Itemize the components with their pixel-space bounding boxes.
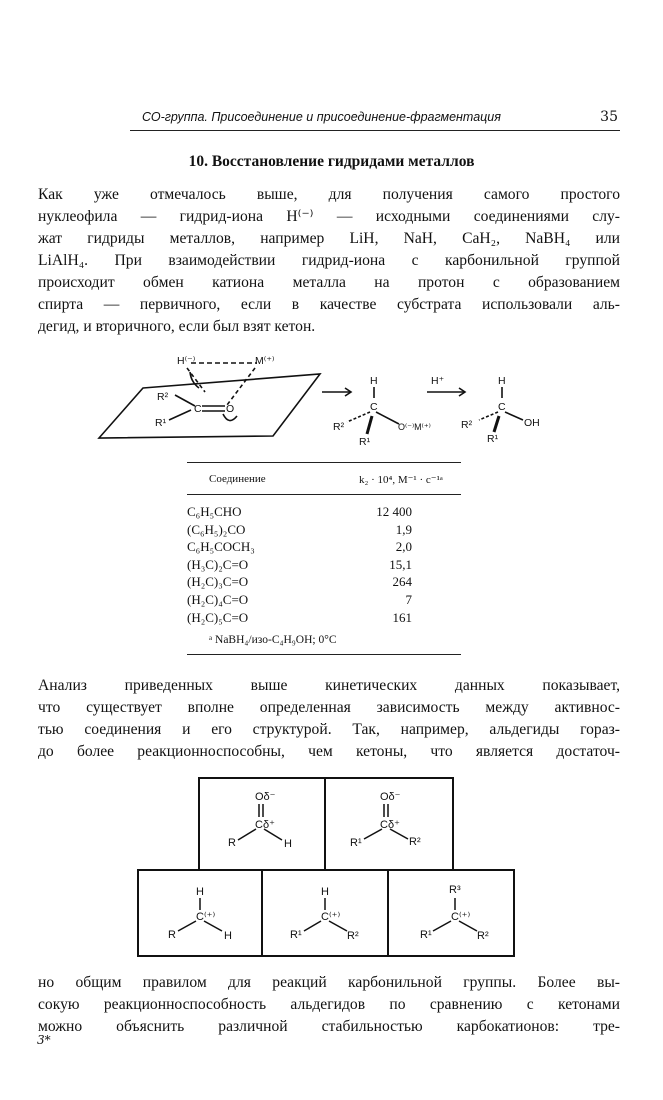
table-row [187,573,461,591]
text-line: Анализ приведенных выше кинетических данных показывает, [38,677,620,694]
label-h: H [498,375,506,387]
substituent-h: H [224,930,232,942]
substituent-r: R [228,837,236,849]
table-row [187,591,461,609]
table-row [187,538,461,556]
label-r2: R² [157,391,169,403]
compound-cell: (H₃C)₂C=O [187,556,249,572]
table-row [187,609,461,627]
label-alkoxide: O⁽⁻⁾M⁽⁺⁾ [398,422,431,432]
text-line: дегид, и вторичного, если был взят кетон. [38,318,316,335]
oxygen-delta-minus: Oδ⁻ [255,791,276,803]
paragraph-3 [38,972,620,1038]
compound-cell: C₆H₅COCH₃ [187,539,255,555]
text-line: что существует вполне определенная зависимость между активнос- [38,699,620,716]
label-carbon: C [498,401,506,413]
table-row [187,556,461,574]
label-h: H [370,375,378,387]
rate-constants-table [187,462,461,655]
compound-cell: (H₂C)₄C=O [187,591,249,607]
text-line: сокую реакционноспособность альдегидов по сравнению с кетонами [38,996,620,1013]
running-header [130,108,620,131]
text-line: спирта — первичного, если в качестве субстрата использовали аль- [38,296,620,313]
substituent-r1: R¹ [350,837,362,849]
compound-cell: (H₂C)₃C=O [187,574,249,590]
table-row [187,521,461,539]
carbocation-center: C⁽⁺⁾ [321,911,341,923]
paragraph-2 [38,675,620,763]
column-header-compound: Соединение [209,473,266,485]
substituent-r1: R¹ [290,929,302,941]
label-oxygen: O [226,403,235,415]
substituent-r2: R² [477,930,489,942]
structure-boxes [136,775,648,960]
carbocation-center: C⁽⁺⁾ [196,911,216,923]
paragraph-1 [38,184,620,338]
label-r2: R² [333,421,345,433]
rate-cell: 161 [392,609,412,625]
rate-cell: 2,0 [395,539,412,555]
label-r1: R¹ [487,433,499,445]
label-r2: R² [461,419,473,431]
compound-cell: C₆H₅CHO [187,504,242,519]
signature-mark: 3* [37,1033,51,1047]
carbon-delta-plus: Cδ⁺ [255,819,275,831]
substituent-r2: R² [347,930,359,942]
column-header-rate: k₂ · 10⁴, M⁻¹ · c⁻¹ᵃ [359,474,443,486]
label-oh: OH [524,417,540,429]
rate-cell: 1,9 [395,521,412,537]
compound-cell: (C₆H₅)₂CO [187,521,246,537]
text-line: можно объяснить различной стабильностью карбокатионов: тре- [38,1018,620,1035]
oxygen-delta-minus: Oδ⁻ [380,791,401,803]
label-hydride: H⁽⁻⁾ [177,355,196,367]
text-line: жат гидриды металлов, например LiH, NaH, CaH₂, NaBH₄ или [38,230,620,247]
label-carbon: C [194,403,202,415]
section-title: 10. Восстановление гидридами металлов [188,153,475,170]
label-proton: H⁺ [431,375,445,387]
rate-cell: 264 [392,574,412,590]
carbocation-center: C⁽⁺⁾ [451,911,471,923]
table-row [187,503,461,521]
rate-cell: 15,1 [389,556,412,572]
text-line: LiAlH₄. При взаимодействии гидрид-иона с карбонильной группой [38,252,620,269]
substituent-r: R [168,929,176,941]
rate-cell: 7 [405,591,412,607]
running-title: СО-группа. Присоединение и присоединение-фрагментация [142,110,501,124]
reaction-scheme [95,350,555,450]
text-line: тью соединения и его структурой. Так, например, альдегиды гораз- [38,721,620,738]
text-line: до более реакционноспособны, чем кетоны, что является достаточ- [38,743,620,760]
table-footnote: ᵃ NaBH₄/изо-C₄H₉OH; 0°C [187,626,461,655]
text-line: происходит обмен катиона металла на протон с образованием [38,274,620,291]
carbon-delta-plus: Cδ⁺ [380,819,400,831]
label-r1: R¹ [155,417,167,429]
compound-cell: (H₂C)₅C=O [187,609,249,625]
label-metal: M⁽⁺⁾ [255,355,275,367]
page-number: 35 [600,109,618,125]
text-line: но общим правилом для реакций карбонильной группы. Более вы- [38,974,620,991]
substituent-h: H [321,886,329,898]
substituent-r2: R² [409,836,421,848]
rate-cell: 12 400 [376,504,412,519]
substituent-h: H [196,886,204,898]
text-line: Как уже отмечалось выше, для получения самого простого [38,186,620,203]
substituent-r3: R³ [449,884,461,896]
text-line: нуклеофила — гидрид-иона H⁽⁻⁾ — исходными соединениями слу- [38,208,620,225]
label-r1: R¹ [359,436,371,448]
label-carbon: C [370,401,378,413]
table-header [187,463,461,495]
substituent-h: H [284,838,292,850]
substituent-r1: R¹ [420,929,432,941]
